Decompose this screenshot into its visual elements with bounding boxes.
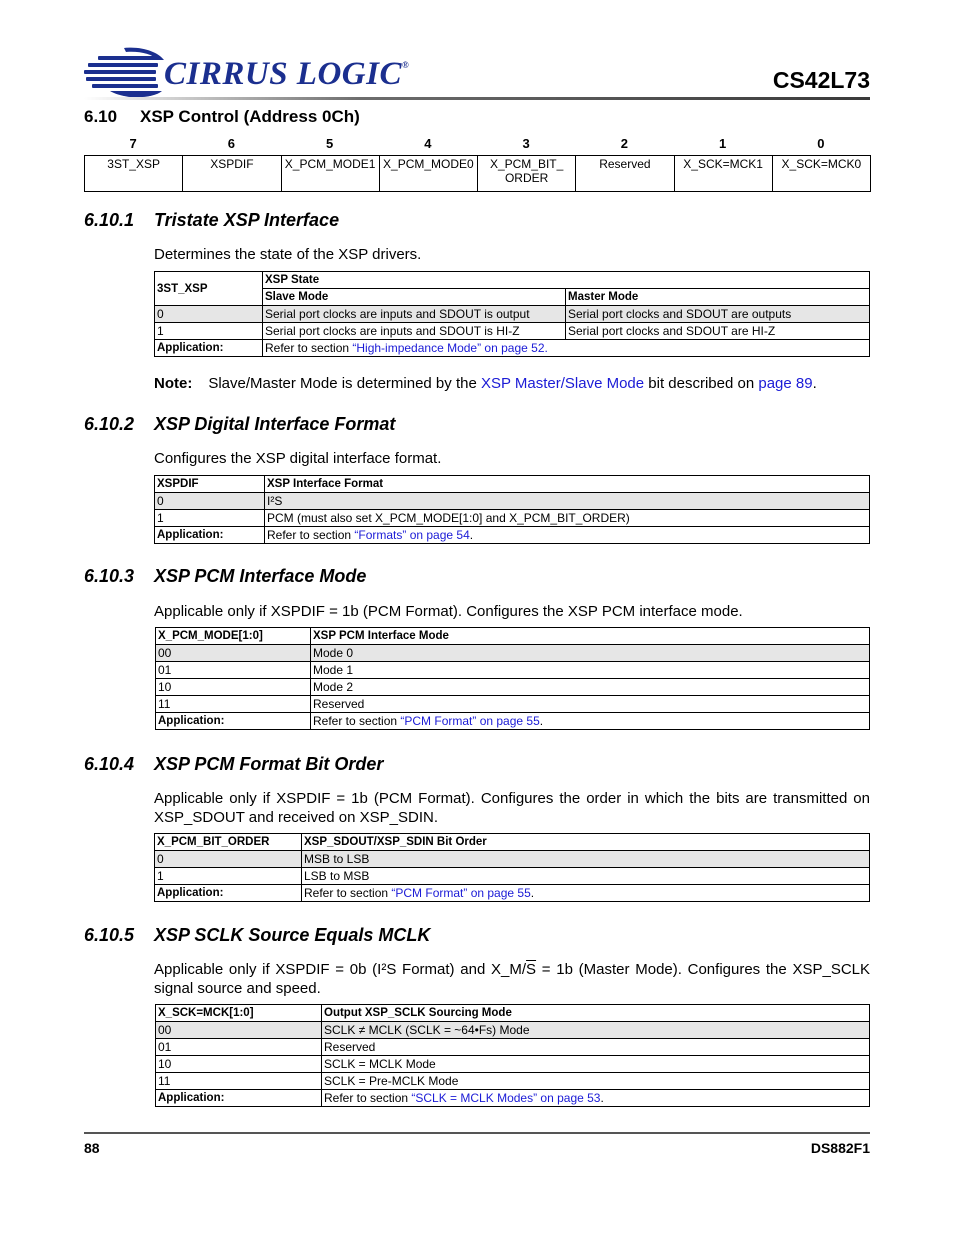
subsection-title: XSP PCM Interface Mode [154,566,367,586]
section-link[interactable]: “Formats” on page 54 [354,528,470,542]
note: Note: Slave/Master Mode is determined by the XSP Master/Slave Mode bit described on page 89. [154,375,817,392]
register-field: X_PCM_BIT_ ORDER [478,156,576,192]
register-field: XSPDIF [183,156,281,192]
section-link[interactable]: “PCM Format” on page 55 [391,886,531,900]
description: Applicable only if XSPDIF = 1b (PCM Format). Configures the XSP PCM interface mode. [154,603,743,620]
column-header: XSP PCM Interface Mode [311,628,870,645]
column-header: Master Mode [566,289,870,306]
field-table [155,1004,870,1107]
value-cell: 01 [156,662,311,679]
description-cell: PCM (must also set X_PCM_MODE[1:0] and X_PCM_BIT_ORDER) [265,510,870,527]
register-field: X_SCK=MCK1 [674,156,772,192]
subsection-heading [84,414,395,435]
application-row [155,885,870,902]
section-link[interactable]: “SCLK = MCLK Modes” on page 53 [411,1091,601,1105]
register-map-table [84,155,871,192]
subsection-title: XSP PCM Format Bit Order [154,754,384,774]
field-name-header: 3ST_XSP [155,272,263,306]
bit-number: 1 [719,136,727,151]
table-row [155,493,870,510]
description-cell: LSB to MSB [302,868,870,885]
table-row [156,1073,870,1090]
cirrus-logic-logo [84,46,410,98]
column-header: XSP Interface Format [265,476,870,493]
section-link[interactable]: “High-impedance Mode” on page 52. [352,341,548,355]
section-title: XSP Control (Address 0Ch) [140,107,360,126]
table-row [156,645,870,662]
table-row [156,1022,870,1039]
bit-number: 3 [522,136,530,151]
application-label: Application: [155,340,263,357]
value-cell: 00 [156,1022,322,1039]
subsection-title: XSP SCLK Source Equals MCLK [154,925,431,945]
value-cell: 00 [156,645,311,662]
description-cell: Mode 0 [311,645,870,662]
subsection-heading [84,566,366,587]
value-cell: 0 [155,306,263,323]
description-cell: Reserved [311,696,870,713]
section-link[interactable]: “PCM Format” on page 55 [400,714,540,728]
subsection-number: 6.10.2 [84,414,135,434]
description-cell: MSB to LSB [302,851,870,868]
bit-number: 4 [424,136,432,151]
header-divider [84,97,870,100]
value-cell: 0 [155,851,302,868]
description: Applicable only if XSPDIF = 1b (PCM Format). Configures the order in which the bits are transmitted on XSP_SDOUT and received on XSP_SDIN. [154,790,870,826]
value-cell: 01 [156,1039,322,1056]
application-cell: Refer to section “PCM Format” on page 55. [311,713,870,730]
value-cell: 0 [155,493,265,510]
description-cell: Mode 2 [311,679,870,696]
description: Applicable only if XSPDIF = 0b (I²S Format) and $X\_M/\overline{S} = 1b$ (Master Mode). Configures the XSP_SCLK signal source and speed. [154,961,871,997]
table-row [156,1056,870,1073]
description-cell: Mode 1 [311,662,870,679]
application-row [155,340,870,357]
description: Configures the XSP digital interface format. [154,450,442,467]
application-label: Application: [155,527,265,544]
subsection-heading [84,754,383,775]
application-label: Application: [156,1090,322,1107]
master-slave-link[interactable]: XSP Master/Slave Mode [480,375,645,392]
table-row [155,868,870,885]
application-label: Application: [155,885,302,902]
application-cell: Refer to section “PCM Format” on page 55. [302,885,870,902]
table-row [155,510,870,527]
table-row [155,306,870,323]
description-cell: Serial port clocks and SDOUT are HI-Z [566,323,870,340]
value-cell: 10 [156,679,311,696]
application-row [156,1090,870,1107]
field-table [154,833,870,902]
bit-number: 0 [817,136,825,151]
bit-number: 5 [326,136,334,151]
table-row [156,1039,870,1056]
page-number: 88 [84,1140,100,1156]
bit-number: 6 [227,136,235,151]
note-label: Note: [154,375,193,392]
subsection-title: XSP Digital Interface Format [154,414,396,434]
value-cell: 1 [155,323,263,340]
field-name-header: X_SCK=MCK[1:0] [156,1005,322,1022]
register-field: X_PCM_MODE0 [379,156,477,192]
value-cell: 10 [156,1056,322,1073]
subsection-title: Tristate XSP Interface [154,210,340,230]
description-cell: Serial port clocks are inputs and SDOUT is output [263,306,566,323]
section-number: 6.10 [84,107,118,126]
register-field: X_SCK=MCK0 [772,156,870,192]
value-cell: 11 [156,1073,322,1090]
application-label: Application: [156,713,311,730]
table-row [155,323,870,340]
subsection-number: 6.10.3 [84,566,135,586]
description-cell: Reserved [322,1039,870,1056]
description-cell: Serial port clocks are inputs and SDOUT is HI-Z [263,323,566,340]
value-cell: 11 [156,696,311,713]
description-cell: SCLK = Pre-MCLK Mode [322,1073,870,1090]
page-link[interactable]: page 89 [758,375,813,392]
column-header: XSP_SDOUT/XSP_SDIN Bit Order [302,834,870,851]
footer-divider [84,1132,870,1134]
table-row [156,662,870,679]
field-table [154,475,870,544]
register-field: X_PCM_MODE1 [281,156,379,192]
application-cell: Refer to section “High-impedance Mode” on page 52. [263,340,870,357]
value-cell: 1 [155,510,265,527]
logo-wordmark: CIRRUS LOGIC® [164,56,410,92]
column-header: Output XSP_SCLK Sourcing Mode [322,1005,870,1022]
group-header: XSP State [263,272,870,289]
description-cell: SCLK ≠ MCLK (SCLK = ~64•Fs) Mode [322,1022,870,1039]
table-row [156,679,870,696]
field-table [154,271,870,357]
application-cell: Refer to section “Formats” on page 54. [265,527,870,544]
field-name-header: X_PCM_BIT_ORDER [155,834,302,851]
application-cell: Refer to section “SCLK = MCLK Modes” on page 53. [322,1090,870,1107]
field-table [155,627,870,730]
document-id: DS882F1 [810,1140,870,1156]
table-row [156,696,870,713]
section-heading [84,107,360,127]
column-header: Slave Mode [263,289,566,306]
document-title: CS42L73 [772,67,870,93]
logo-swirl-icon [84,46,170,98]
bit-number: 7 [129,136,137,151]
register-field: 3ST_XSP [85,156,183,192]
application-row [155,527,870,544]
field-name-header: X_PCM_MODE[1:0] [156,628,311,645]
register-field: Reserved [576,156,674,192]
subsection-number: 6.10.4 [84,754,135,774]
value-cell: 1 [155,868,302,885]
description-cell: I²S [265,493,870,510]
subsection-heading [84,925,430,946]
table-row [155,851,870,868]
subsection-number: 6.10.1 [84,210,135,230]
application-row [156,713,870,730]
description-cell: Serial port clocks and SDOUT are outputs [566,306,870,323]
subsection-heading [84,210,339,231]
register-bit-numbers [84,136,870,154]
subsection-number: 6.10.5 [84,925,135,945]
description-cell: SCLK = MCLK Mode [322,1056,870,1073]
bit-number: 2 [620,136,628,151]
description: Determines the state of the XSP drivers. [154,246,422,263]
field-name-header: XSPDIF [155,476,265,493]
